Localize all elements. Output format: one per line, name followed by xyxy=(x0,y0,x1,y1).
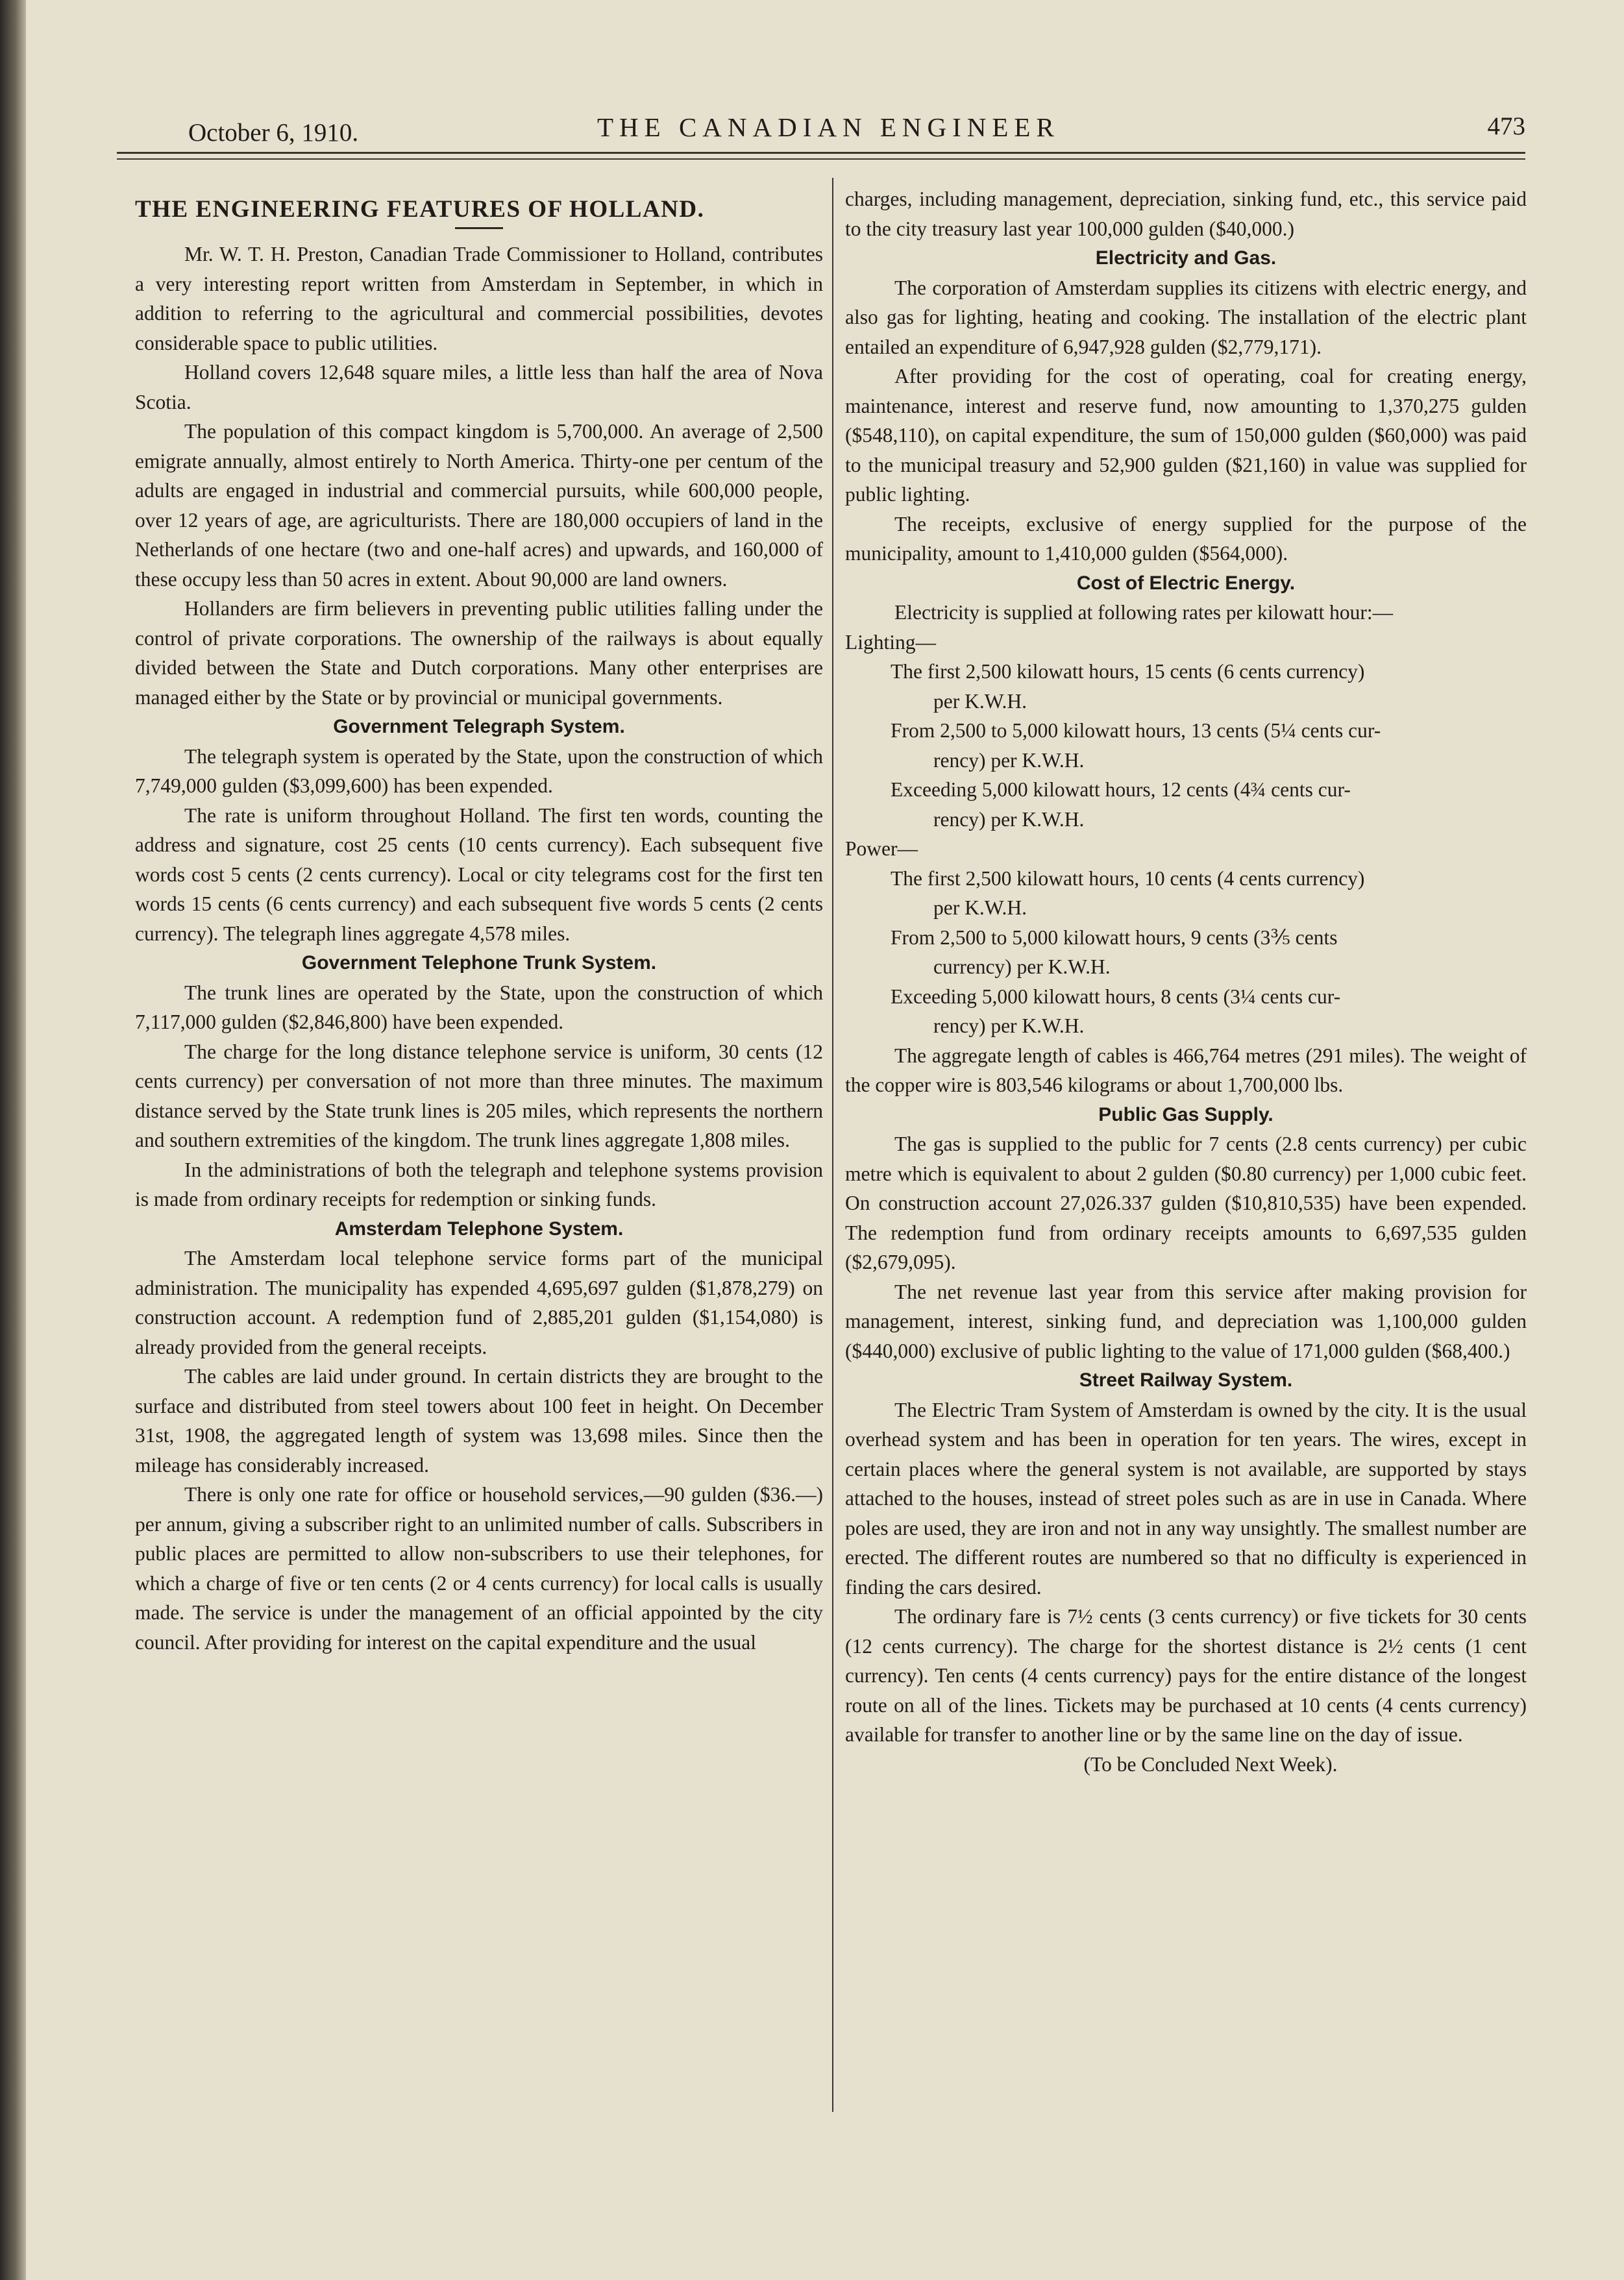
article-title: THE ENGINEERING FEATURES OF HOLLAND. xyxy=(135,196,705,223)
rate-item-text: Exceeding 5,000 kilowatt hours, 12 cents (4¾ cents cur- xyxy=(891,778,1351,801)
section-heading: Government Telegraph System. xyxy=(333,716,625,737)
paragraph: The charge for the long distance telephone service is uniform, 30 cents (12 cents currency) per conversation of not more than three minutes. The maximum distance served by the State trunk lines is 205 miles, which represents the northern and southern extremities of the kingdom. The trunk lines aggregate 1,808 miles. xyxy=(135,1040,823,1151)
left-column xyxy=(135,184,823,1657)
rate-item-text: The first 2,500 kilowatt hours, 10 cents (4 cents currency) xyxy=(891,866,1365,890)
paragraph: The receipts, exclusive of energy supplied for the purpose of the municipality, amount to 1,410,000 gulden ($564,000). xyxy=(845,512,1527,565)
rate-item xyxy=(845,864,1527,923)
paragraph: Mr. W. T. H. Preston, Canadian Trade Commissioner to Holland, contributes a very interesting report written from Amsterdam in September, in which in addition to referring to the agricultural and commercial possibilities, devotes considerable space to public utilities. xyxy=(135,243,823,354)
section-heading: Government Telephone Trunk System. xyxy=(301,952,657,974)
rate-item-continuation: currency) per K.W.H. xyxy=(933,955,1111,978)
rate-item-text: From 2,500 to 5,000 kilowatt hours, 13 cents (5¼ cents cur- xyxy=(891,719,1381,742)
rate-item xyxy=(845,923,1527,982)
rate-item-continuation: per K.W.H. xyxy=(933,896,1027,919)
paragraph: The telegraph system is operated by the State, upon the construction of which 7,749,000 gulden ($3,099,600) has been expended. xyxy=(135,744,823,797)
rate-item-continuation: rency) per K.W.H. xyxy=(933,807,1085,831)
right-column-bottom xyxy=(845,1041,1527,1750)
rate-item xyxy=(845,775,1527,834)
section-heading: Amsterdam Telephone System. xyxy=(334,1218,624,1240)
left-column-body xyxy=(135,239,823,1657)
book-spine-shadow xyxy=(0,0,26,2280)
paragraph: charges, including management, depreciation, sinking fund, etc., this service paid to the city treasury last year 100,000 gulden ($40,000.) xyxy=(845,188,1527,240)
paragraph: Electricity is supplied at following rates per kilowatt hour:— xyxy=(894,601,1394,624)
section-heading: Street Railway System. xyxy=(1079,1369,1293,1391)
right-column xyxy=(845,184,1527,1779)
paragraph: There is only one rate for office or household services,—90 gulden ($36.—) per annum, giving a subscriber right to an unlimited number of calls. Subscribers in public places are permitted to allow non-subscribers to use their telephones, for which a charge of five or ten cents (2 or 4 cents currency) for local calls is usually made. The service is under the management of an official appointed by the city council. After providing for interest on the capital expenditure and the usual xyxy=(135,1483,823,1654)
paragraph: The population of this compact kingdom is 5,700,000. An average of 2,500 emigrate annually, almost entirely to North America. Thirty-one per centum of the adults are engaged in industrial and commercial pursuits, while 600,000 people, over 12 years of age, are agriculturists. There are 180,000 occupiers of land in the Netherlands of one hectare (two and one-half acres) and upwards, and 160,000 of these occupy less than 50 acres in extent. About 90,000 are land owners. xyxy=(135,420,823,591)
rate-item xyxy=(845,982,1527,1041)
rate-item xyxy=(845,657,1527,716)
paragraph: The trunk lines are operated by the State, upon the construction of which 7,117,000 gulden ($2,846,800) have been expended. xyxy=(135,981,823,1033)
header-rule-thin xyxy=(117,158,1525,160)
rate-item-continuation: per K.W.H. xyxy=(933,689,1027,713)
paragraph: After providing for the cost of operating, coal for creating energy, maintenance, interest and reserve fund, now amounting to 1,370,275 gulden ($548,110), on capital expenditure, the sum of 150,000 gulden ($60,000) was paid to the municipal treasury and 52,900 gulden ($21,160) in value was supplied for public lighting. xyxy=(845,365,1527,506)
paragraph: The corporation of Amsterdam supplies its citizens with electric energy, and also gas for lighting, heating and cooking. The installation of the electric plant entailed an expenditure of 6,947,928 gulden ($2,779,171). xyxy=(845,276,1527,358)
paragraph: In the administrations of both the telegraph and telephone systems provision is made from ordinary receipts for redemption or sinking funds. xyxy=(135,1158,823,1210)
rate-item xyxy=(845,716,1527,775)
rate-item-continuation: rency) per K.W.H. xyxy=(933,1014,1085,1037)
paragraph: The gas is supplied to the public for 7 cents (2.8 cents currency) per cubic metre which is equivalent to about 2 gulden ($0.80 currency) per 1,000 cubic feet. On construction account 27,026.337 gulden ($10,810,535) have been expended. The redemption fund from ordinary receipts amounts to 6,697,535 gulden ($2,679,095). xyxy=(845,1133,1527,1273)
column-divider xyxy=(832,178,833,2112)
rate-group xyxy=(845,628,1527,835)
rate-item-text: From 2,500 to 5,000 kilowatt hours, 9 cents (3⅗ cents xyxy=(891,925,1338,949)
rate-item-text: The first 2,500 kilowatt hours, 15 cents (6 cents currency) xyxy=(891,660,1365,683)
title-dash xyxy=(455,227,503,229)
page-number: 473 xyxy=(1487,112,1525,140)
header-rule xyxy=(117,152,1525,154)
paragraph: Holland covers 12,648 square miles, a little less than half the area of Nova Scotia. xyxy=(135,361,823,413)
paragraph: The cables are laid under ground. In certain districts they are brought to the surface and distributed from steel towers about 100 feet in height. On December 31st, 1908, the aggregated length of system was 13,698 miles. Since then the mileage has considerably increased. xyxy=(135,1365,823,1477)
paragraph: The ordinary fare is 7½ cents (3 cents currency) or five tickets for 30 cents (12 cents currency). The charge for the shortest distance is 2½ cents (1 cent currency). Ten cents (4 cents currency) pays for the entire distance of the longest route on all of the lines. Tickets may be purchased at 10 cents (4 cents currency) available for transfer to another line or by the same line on the day of issue. xyxy=(845,1605,1527,1746)
section-heading: Electricity and Gas. xyxy=(1095,247,1277,269)
paragraph: The Electric Tram System of Amsterdam is owned by the city. It is the usual overhead system and has been in operation for ten years. The wires, except in certain places where the general system is not available, are supported by stays attached to the houses, instead of street poles such as are in use in Canada. Where poles are used, they are iron and not in any way unsightly. The smallest number are erected. The different routes are numbered so that no difficulty is experienced in finding the cars desired. xyxy=(845,1398,1527,1599)
paragraph: The aggregate length of cables is 466,764 metres (291 miles). The weight of the copper wire is 803,546 kilograms or about 1,700,000 lbs. xyxy=(845,1044,1527,1096)
paragraph: Hollanders are firm believers in preventing public utilities falling under the control of private corporations. The ownership of the railways is about equally divided between the State and Dutch corporations. Many other enterprises are managed either by the State or by provincial or municipal governments. xyxy=(135,597,823,709)
rate-schedule xyxy=(845,628,1527,1041)
section-heading: Public Gas Supply. xyxy=(1098,1103,1273,1125)
rate-group-label: Lighting— xyxy=(845,630,936,654)
paragraph: The Amsterdam local telephone service forms part of the municipal administration. The municipality has expended 4,695,697 gulden ($1,878,279) on construction account. A redemption fund of 2,885,201 gulden ($1,154,080) is already provided from the general receipts. xyxy=(135,1247,823,1358)
paragraph: The rate is uniform throughout Holland. The first ten words, counting the address and signature, cost 25 cents (10 cents currency). Each subsequent five words cost 5 cents (2 cents currency). Local or city telegrams cost for the first ten words 15 cents (6 cents currency) and each subsequent five words 5 cents (2 cents currency). The telegraph lines aggregate 4,578 miles. xyxy=(135,803,823,945)
header-date: October 6, 1910. xyxy=(188,119,359,147)
journal-title: THE CANADIAN ENGINEER xyxy=(597,112,1060,142)
right-column-top xyxy=(845,184,1527,628)
paragraph: The net revenue last year from this service after making provision for management, interest, sinking fund, and depreciation was 1,100,000 gulden ($440,000) exclusive of public lighting to the value of 171,000 gulden ($68,400.) xyxy=(845,1280,1527,1362)
section-heading: Cost of Electric Energy. xyxy=(1076,572,1296,594)
continuation-note: (To be Concluded Next Week). xyxy=(1083,1752,1338,1776)
rate-item-text: Exceeding 5,000 kilowatt hours, 8 cents (3¼ cents cur- xyxy=(891,985,1341,1008)
rate-group-label: Power— xyxy=(845,837,918,860)
rate-item-continuation: rency) per K.W.H. xyxy=(933,748,1085,772)
rate-group xyxy=(845,834,1527,1041)
page-header xyxy=(188,109,1525,154)
